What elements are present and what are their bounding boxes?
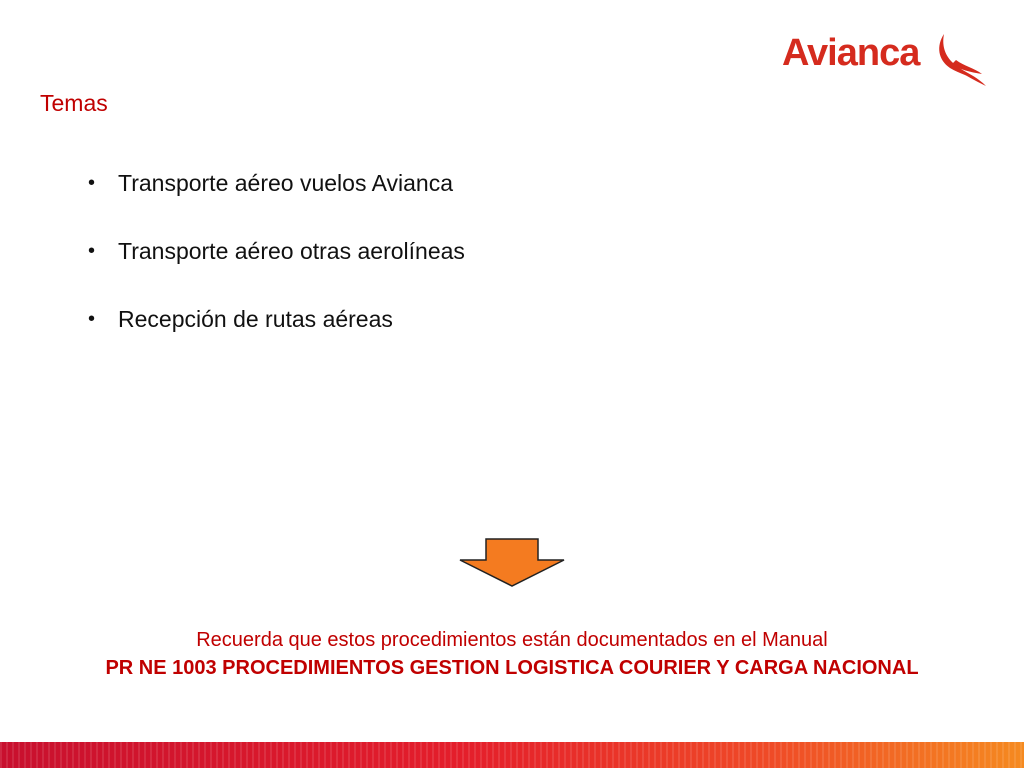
slide-title: Temas xyxy=(40,90,108,116)
avianca-logo xyxy=(780,30,990,88)
manual-reference: PR NE 1003 PROCEDIMIENTOS GESTION LOGISTICA COURIER Y CARGA NACIONAL xyxy=(105,657,919,679)
list-item xyxy=(88,302,465,336)
avianca-bird-icon xyxy=(930,30,988,88)
bullet: • xyxy=(88,172,96,194)
manual-note xyxy=(0,626,1024,682)
logo-text: Avianca xyxy=(782,32,920,74)
topic-label: Transporte aéreo otras aerolíneas xyxy=(118,238,465,264)
down-arrow-icon xyxy=(458,538,566,588)
bullet: • xyxy=(88,308,96,330)
list-item xyxy=(88,234,465,268)
topic-label: Transporte aéreo vuelos Avianca xyxy=(118,170,453,196)
topics-list xyxy=(88,166,465,370)
note-line: Recuerda que estos procedimientos están documentados en el Manual xyxy=(196,629,828,651)
bullet: • xyxy=(88,240,96,262)
bottom-brand-bar xyxy=(0,742,1024,768)
list-item xyxy=(88,166,465,200)
topic-label: Recepción de rutas aéreas xyxy=(118,306,393,332)
